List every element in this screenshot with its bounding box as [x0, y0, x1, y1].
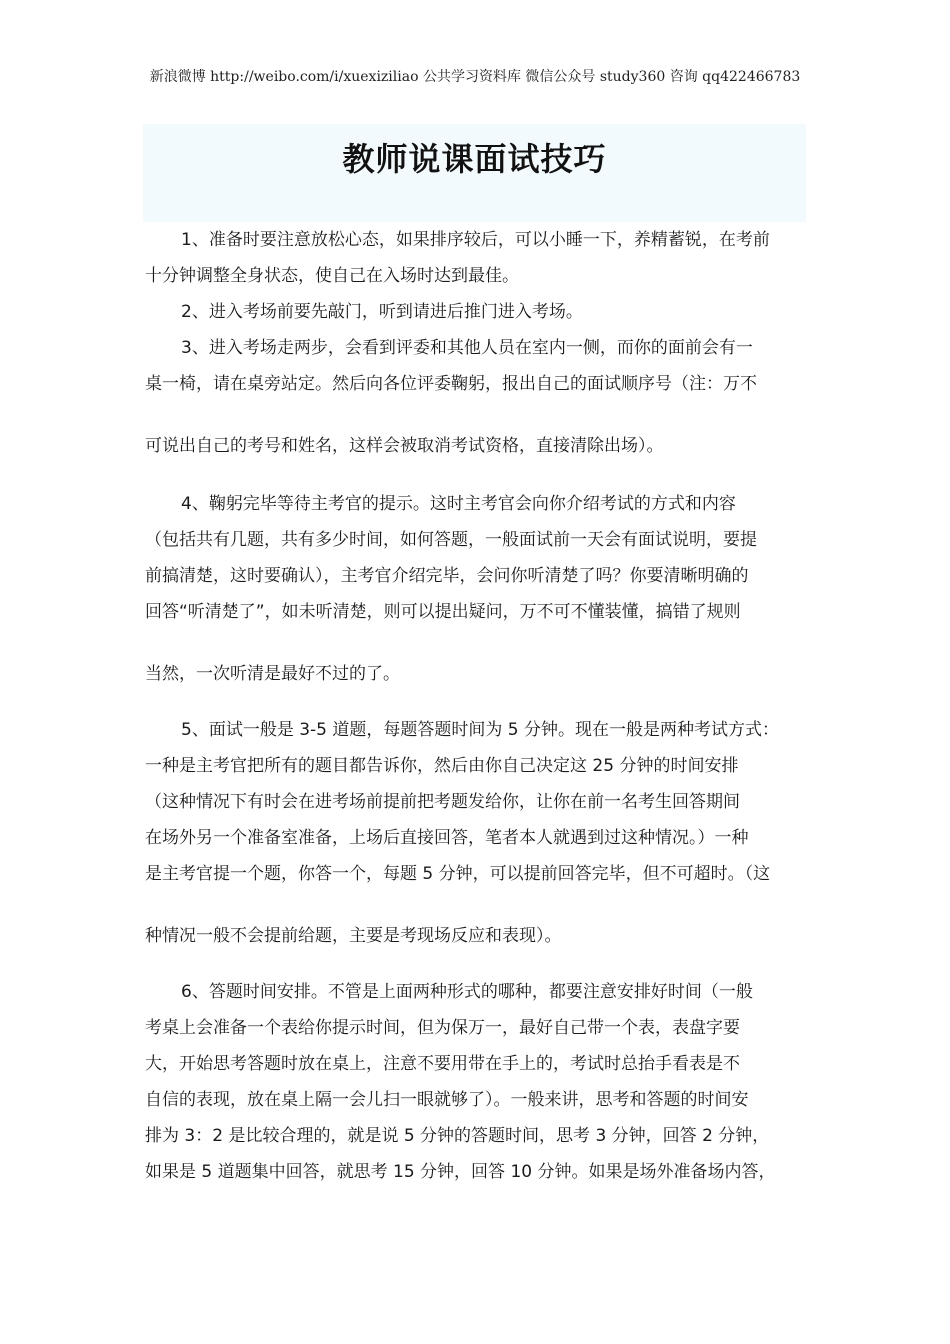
paragraph-line: 前搞清楚，这时要确认），主考官介绍完毕，会问你听清楚了吗？你要清晰明确的 — [145, 566, 749, 586]
paragraph-line: 在场外另一个准备室准备，上场后直接回答，笔者本人就遇到过这种情况。）一种 — [145, 828, 749, 848]
paragraph-1 — [145, 222, 808, 294]
paragraph-6 — [145, 974, 808, 1190]
paragraph-line: （包括共有几题，共有多少时间，如何答题，一般面试前一天会有面试说明，要提 — [145, 530, 757, 550]
paragraph-line: 2、进入考场前要先敲门，听到请进后推门进入考场。 — [181, 302, 583, 322]
paragraph-line: 当然，一次听清是最好不过的了。 — [145, 664, 400, 684]
document-body — [145, 222, 808, 1190]
paragraph-line: 十分钟调整全身状态，使自己在入场时达到最佳。 — [145, 266, 519, 286]
paragraph-line: 5、面试一般是 3-5 道题，每题答题时间为 5 分钟。现在一般是两种考试方式： — [181, 720, 780, 740]
paragraph-line: 是主考官提一个题，你答一个，每题 5 分钟，可以提前回答完毕，但不可超时。（这 — [145, 864, 771, 884]
paragraph-2 — [145, 294, 808, 330]
paragraph-line: 排为 3：2 是比较合理的，就是说 5 分钟的答题时间，思考 3 分钟，回答 2 分钟， — [145, 1126, 770, 1146]
paragraph-3 — [145, 330, 808, 464]
paragraph-line: 考桌上会准备一个表给你提示时间，但为保万一，最好自己带一个表，表盘字要 — [145, 1018, 740, 1038]
paragraph-line: 桌一椅，请在桌旁站定。然后向各位评委鞠躬，报出自己的面试顺序号（注：万不 — [145, 374, 757, 394]
page-header: 新浪微博 http://weibo.com/i/xuexiziliao 公共学习资料库 微信公众号 study360 咨询 qq422466783 — [149, 69, 801, 85]
paragraph-line: 回答“听清楚了”，如未听清楚，则可以提出疑问，万不可不懂装懂，搞错了规则 — [145, 602, 741, 622]
paragraph-line: 6、答题时间安排。不管是上面两种形式的哪种，都要注意安排好时间（一般 — [181, 982, 753, 1002]
paragraph-line: 可说出自己的考号和姓名，这样会被取消考试资格，直接清除出场）。 — [145, 436, 664, 456]
paragraph-5 — [145, 712, 808, 954]
paragraph-line: 自信的表现，放在桌上隔一会儿扫一眼就够了）。一般来讲，思考和答题的时间安 — [145, 1090, 749, 1110]
paragraph-line: 3、进入考场走两步，会看到评委和其他人员在室内一侧，而你的面前会有一 — [181, 338, 753, 358]
paragraph-line: 种情况一般不会提前给题，主要是考现场反应和表现）。 — [145, 926, 562, 946]
title-band — [143, 124, 806, 222]
page-title: 教师说课面试技巧 — [342, 140, 607, 178]
paragraph-line: 1、准备时要注意放松心态，如果排序较后，可以小睡一下，养精蓄锐，在考前 — [181, 230, 770, 250]
paragraph-4 — [145, 486, 808, 692]
paragraph-line: 如果是 5 道题集中回答，就思考 15 分钟，回答 10 分钟。如果是场外准备场内答， — [145, 1162, 776, 1182]
paragraph-line: （这种情况下有时会在进考场前提前把考题发给你，让你在前一名考生回答期间 — [145, 792, 740, 812]
paragraph-line: 大，开始思考答题时放在桌上，注意不要用带在手上的，考试时总抬手看表是不 — [145, 1054, 740, 1074]
paragraph-line: 一种是主考官把所有的题目都告诉你，然后由你自己决定这 25 分钟的时间安排 — [145, 756, 739, 776]
paragraph-line: 4、鞠躬完毕等待主考官的提示。这时主考官会向你介绍考试的方式和内容 — [181, 494, 736, 514]
